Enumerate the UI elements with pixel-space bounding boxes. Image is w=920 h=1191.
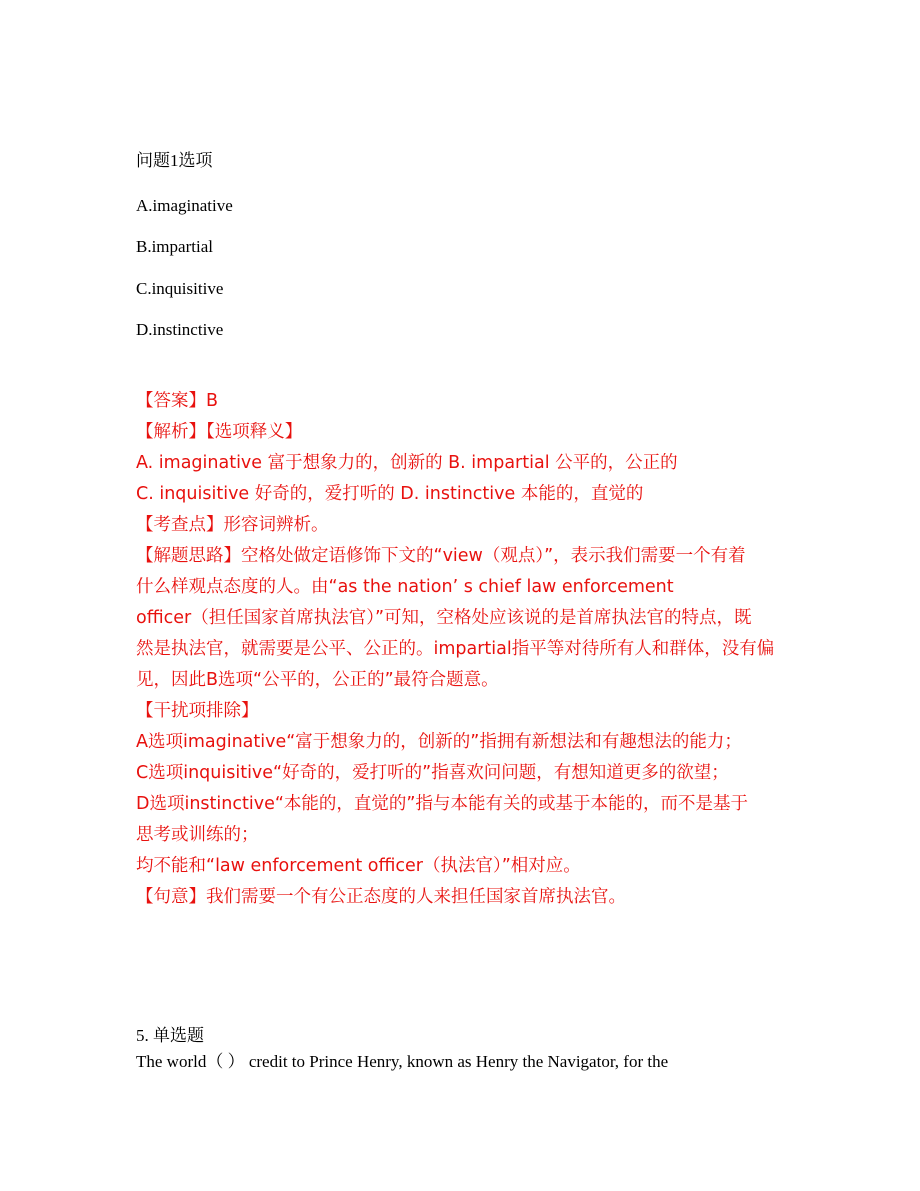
next-question-number: 5. 单选题: [136, 1026, 204, 1045]
question-options-header: 问题1选项: [136, 151, 213, 170]
distractor-header: 【干扰项排除】: [136, 701, 259, 721]
option-a: A.imaginative: [136, 196, 233, 215]
thinking-line-2: 什么样观点态度的人。由“as the nation’ s chief law enforcement: [136, 577, 674, 597]
distractor-d-line-2: 思考或训练的；: [136, 825, 259, 845]
option-meanings-line-2: C. inquisitive 好奇的，爱打听的 D. instinctive 本能的，直觉的: [136, 484, 644, 504]
explanation-header: 【解析】【选项释义】: [136, 422, 303, 442]
thinking-line-3: officer（担任国家首席执法官）”可知，空格处应该说的是首席执法官的特点，既: [136, 608, 752, 628]
option-d: D.instinctive: [136, 320, 224, 339]
thinking-line-5: 见，因此B选项“公平的，公正的”最符合题意。: [136, 670, 499, 690]
analysis-block: [136, 386, 796, 913]
test-point-text: 形容词辨析。: [223, 515, 329, 535]
test-point-label: 【考查点】: [136, 515, 224, 535]
next-question-stem: The world（ ） credit to Prince Henry, known as Henry the Navigator, for the: [136, 1052, 669, 1071]
distractor-c: C选项inquisitive“好奇的，爱打听的”指喜欢问问题，有想知道更多的欲望；: [136, 763, 729, 783]
option-c: C.inquisitive: [136, 279, 224, 298]
distractor-summary: 均不能和“law enforcement officer（执法官）”相对应。: [136, 856, 581, 876]
test-point-line: [136, 510, 796, 541]
option-b: B.impartial: [136, 237, 213, 256]
answer-line: 【答案】B: [136, 391, 219, 411]
thinking-line-1: 【解题思路】空格处做定语修饰下文的“view（观点）”，表示我们需要一个有着: [136, 546, 746, 566]
distractor-a: A选项imaginative“富于想象力的，创新的”指拥有新想法和有趣想法的能力；: [136, 732, 742, 752]
thinking-line-4: 然是执法官，就需要是公平、公正的。impartial指平等对待所有人和群体，没有偏: [136, 639, 775, 659]
distractor-d-line-1: D选项instinctive“本能的，直觉的”指与本能有关的或基于本能的，而不是基于: [136, 794, 748, 814]
option-meanings-line-1: A. imaginative 富于想象力的，创新的 B. impartial 公平的，公正的: [136, 453, 678, 473]
sentence-meaning: 【句意】我们需要一个有公正态度的人来担任国家首席执法官。: [136, 887, 626, 907]
